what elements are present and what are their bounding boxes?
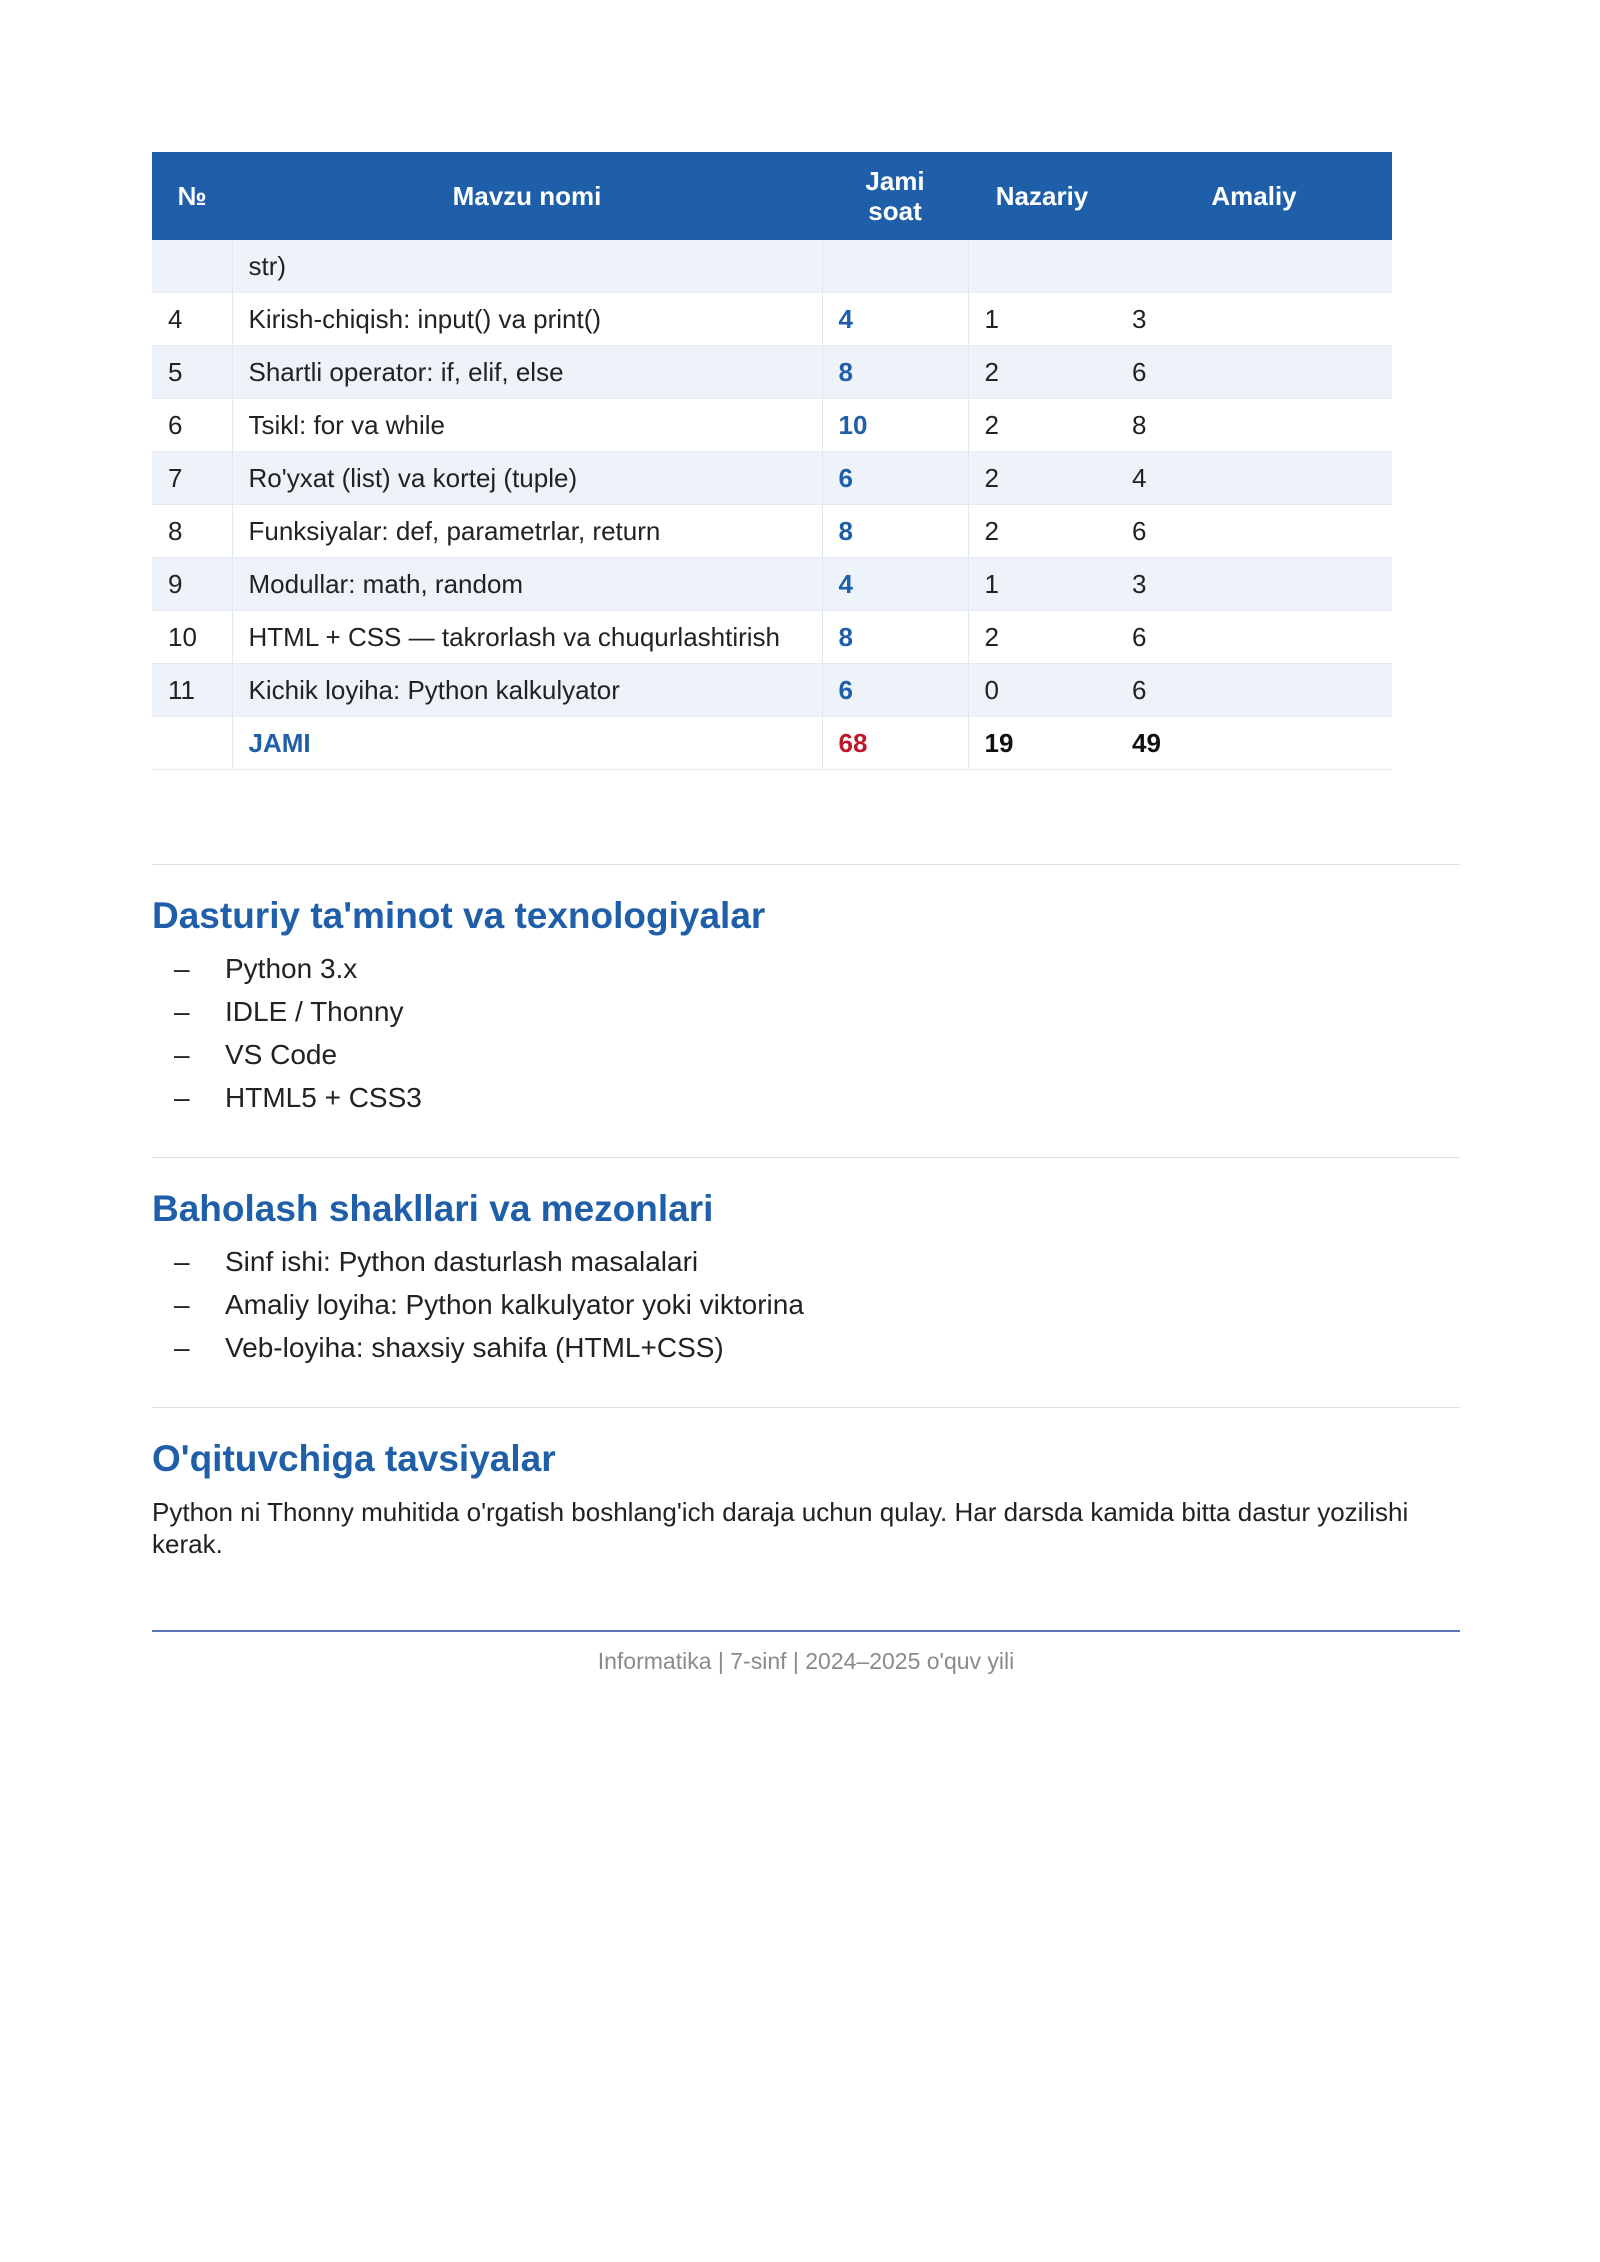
dash-bullet: – [174,996,190,1027]
table-row [152,399,1392,452]
dash-bullet: – [174,1289,190,1320]
dash-bullet: – [174,1082,190,1113]
list-item-text: IDLE / Thonny [225,996,404,1027]
page-footer: Informatika | 7-sinf | 2024–2025 o'quv yili [597,1648,1015,1674]
footer-divider [152,1630,1460,1632]
cell-total: 8 [822,346,968,399]
table-row [152,346,1392,399]
cell-number: 4 [152,293,232,346]
software-heading: Dasturiy ta'minot va texnologiyalar [152,895,766,936]
section-divider [152,864,1460,865]
cell-number: 5 [152,346,232,399]
cell-number: 6 [152,399,232,452]
total-practice: 49 [1116,717,1392,770]
cell-topic: Shartli operator: if, elif, else [232,346,822,399]
cell-theory: 1 [968,293,1116,346]
cell-practice: 6 [1116,505,1392,558]
cell-topic: Ro'yxat (list) va kortej (tuple) [232,452,822,505]
cell-total: 4 [822,558,968,611]
header-number: № [152,152,232,240]
table-row [152,240,1392,293]
software-list [152,947,1460,1119]
cell-number [152,717,232,770]
section-divider [152,1407,1460,1408]
section-divider [152,1157,1460,1158]
cell-number [152,240,232,293]
table-total-row [152,717,1392,770]
cell-practice: 3 [1116,293,1392,346]
cell-practice: 4 [1116,452,1392,505]
cell-topic: Kichik loyiha: Python kalkulyator [232,664,822,717]
cell-topic: HTML + CSS — takrorlash va chuqurlashtirish [232,611,822,664]
header-total-hours-text: Jami soat [865,166,925,226]
recommendations-text: Python ni Thonny muhitida o'rgatish boshlang'ich daraja uchun qulay. Har darsda kamida bitta dastur yozilishi kerak. [152,1497,1409,1559]
document-page [152,152,1460,1675]
cell-number: 7 [152,452,232,505]
cell-number: 10 [152,611,232,664]
list-item [152,990,1460,1033]
list-item-text: Amaliy loyiha: Python kalkulyator yoki viktorina [225,1289,804,1320]
cell-total [822,240,968,293]
total-hours: 68 [822,717,968,770]
cell-number: 9 [152,558,232,611]
curriculum-table [152,152,1392,770]
list-item-text: HTML5 + CSS3 [225,1082,422,1113]
cell-practice: 6 [1116,664,1392,717]
list-item [152,1283,1460,1326]
cell-topic: Modullar: math, random [232,558,822,611]
recommendations-heading: O'qituvchiga tavsiyalar [152,1438,556,1479]
total-theory: 19 [968,717,1116,770]
cell-topic: Funksiyalar: def, parametrlar, return [232,505,822,558]
cell-theory: 2 [968,399,1116,452]
cell-theory: 2 [968,452,1116,505]
cell-topic: Tsikl: for va while [232,399,822,452]
assessment-heading: Baholash shakllari va mezonlari [152,1188,714,1229]
cell-total: 6 [822,452,968,505]
cell-total: 10 [822,399,968,452]
list-item-text: VS Code [225,1039,338,1070]
table-row [152,452,1392,505]
cell-practice [1116,240,1392,293]
assessment-list [152,1240,1460,1369]
table-row [152,505,1392,558]
list-item [152,1240,1460,1283]
cell-theory: 2 [968,346,1116,399]
cell-practice: 6 [1116,611,1392,664]
table-row [152,558,1392,611]
cell-theory: 2 [968,505,1116,558]
dash-bullet: – [174,1332,190,1363]
list-item [152,1076,1460,1119]
cell-total: 4 [822,293,968,346]
header-theory: Nazariy [968,152,1116,240]
cell-number: 11 [152,664,232,717]
cell-theory [968,240,1116,293]
cell-total: 6 [822,664,968,717]
total-label: JAMI [232,717,822,770]
table-row [152,293,1392,346]
table-header-row [152,152,1392,240]
cell-theory: 0 [968,664,1116,717]
cell-total: 8 [822,505,968,558]
list-item [152,1033,1460,1076]
table-row [152,664,1392,717]
list-item-text: Python 3.x [225,953,358,984]
cell-total: 8 [822,611,968,664]
header-practice: Amaliy [1116,152,1392,240]
dash-bullet: – [174,1039,190,1070]
cell-theory: 2 [968,611,1116,664]
header-total-hours [822,152,968,240]
cell-practice: 3 [1116,558,1392,611]
cell-practice: 6 [1116,346,1392,399]
cell-number: 8 [152,505,232,558]
cell-topic: Kirish-chiqish: input() va print() [232,293,822,346]
list-item-text: Veb-loyiha: shaxsiy sahifa (HTML+CSS) [225,1332,724,1363]
cell-theory: 1 [968,558,1116,611]
table-row [152,611,1392,664]
header-topic: Mavzu nomi [232,152,822,240]
list-item [152,1326,1460,1369]
list-item [152,947,1460,990]
cell-topic: str) [232,240,822,293]
cell-practice: 8 [1116,399,1392,452]
dash-bullet: – [174,1246,190,1277]
list-item-text: Sinf ishi: Python dasturlash masalalari [225,1246,699,1277]
dash-bullet: – [174,953,190,984]
